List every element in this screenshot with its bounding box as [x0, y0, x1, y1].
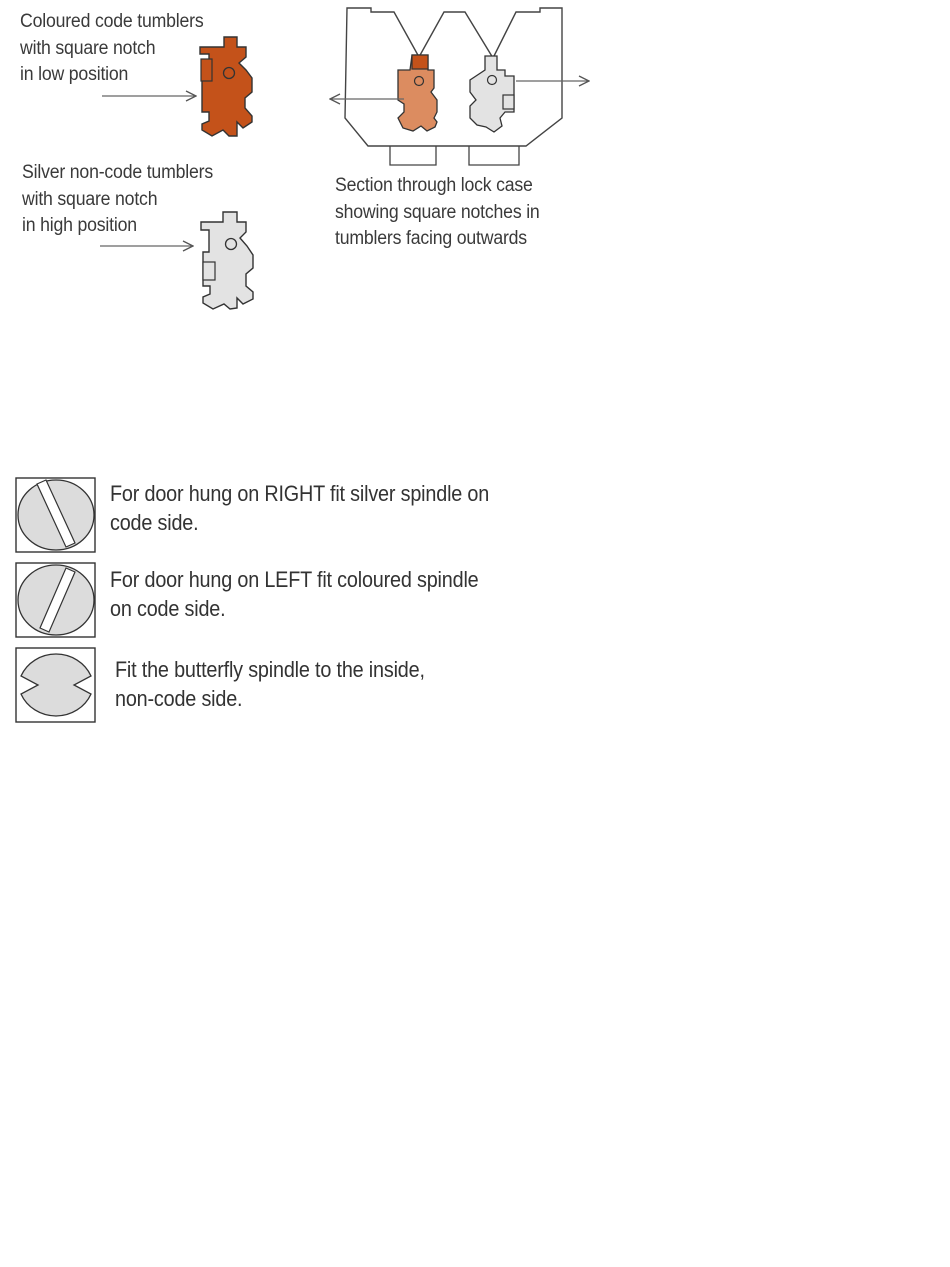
silver-spindle-icon	[16, 478, 95, 552]
coloured-spindle-instruction: For door hung on LEFT fit coloured spindle on code side.	[110, 567, 479, 621]
section-coloured-tumbler-icon	[398, 55, 437, 131]
silver-spindle-instruction: For door hung on RIGHT fit silver spindle on code side.	[110, 481, 490, 535]
section-caption: Section through lock case showing square notches in tumblers facing outwards	[335, 175, 540, 249]
coloured-tumbler-label: Coloured code tumblers with square notch in low position	[20, 11, 204, 85]
butterfly-spindle-icon	[16, 648, 95, 722]
coloured-tumbler-icon	[200, 37, 252, 136]
butterfly-spindle-instruction: Fit the butterfly spindle to the inside, non-code side.	[115, 657, 425, 711]
section-silver-tumbler-icon	[470, 56, 514, 132]
lock-case-section	[345, 8, 562, 165]
coloured-spindle-icon	[16, 563, 95, 637]
silver-tumbler-label: Silver non-code tumblers with square notch in high position	[22, 162, 213, 236]
